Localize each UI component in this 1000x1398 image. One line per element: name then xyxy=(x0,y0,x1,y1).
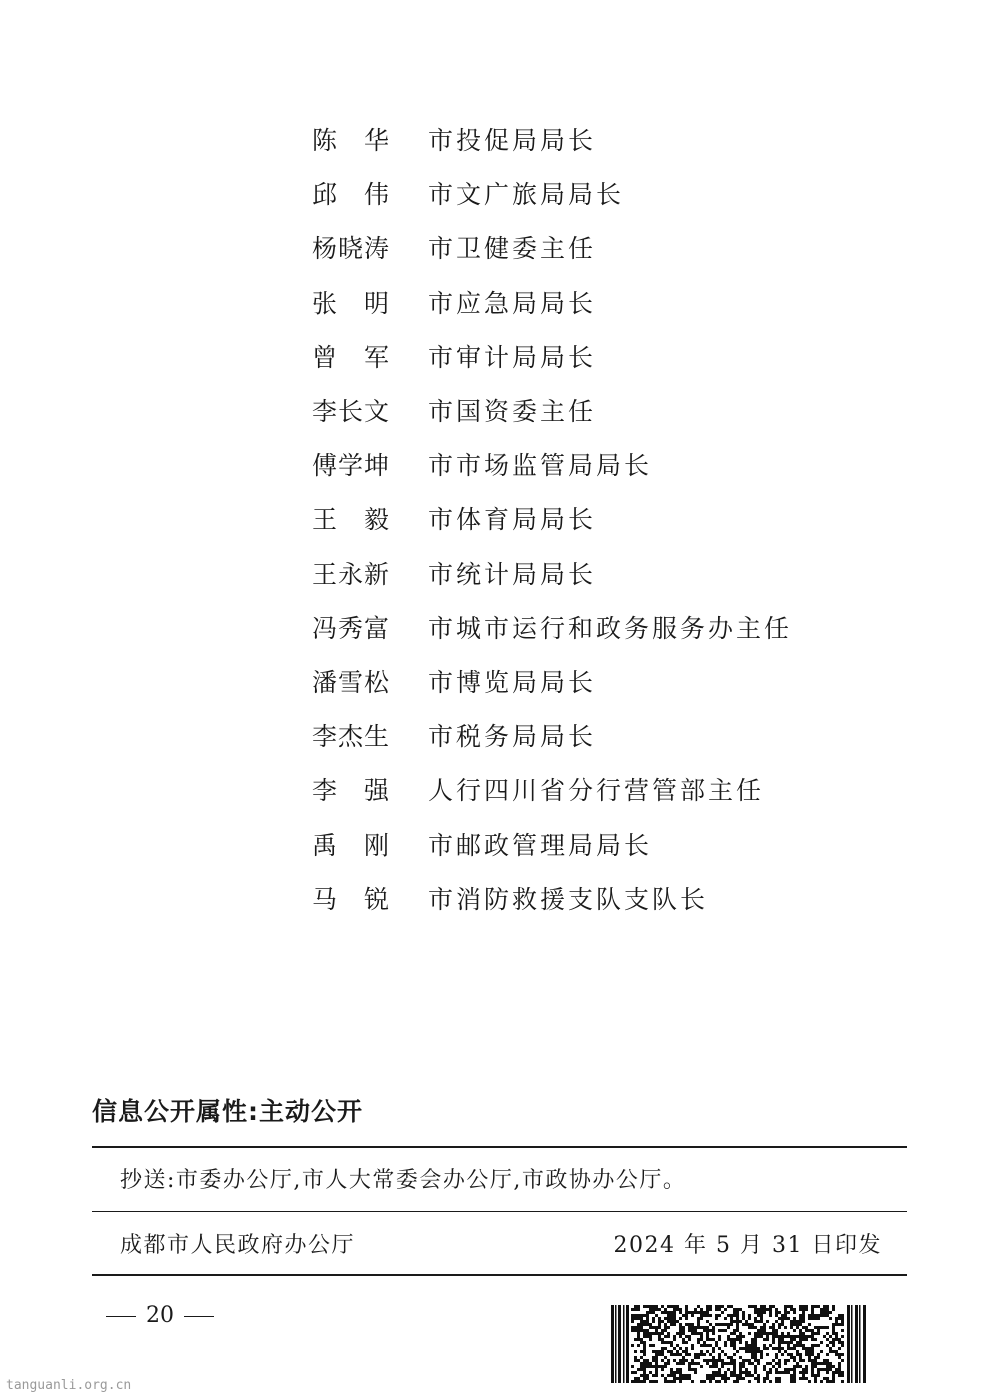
member-title: 市体育局局长 xyxy=(428,505,597,535)
divider-top xyxy=(92,1146,907,1148)
member-name: 王 毅 xyxy=(312,505,391,535)
divider-bottom xyxy=(92,1274,907,1276)
site-watermark: tanguanli.org.cn xyxy=(6,1378,132,1393)
member-title: 市国资委主任 xyxy=(428,397,597,427)
member-row xyxy=(312,383,792,437)
member-name: 王永新 xyxy=(312,559,391,589)
page-number xyxy=(96,1303,224,1328)
member-name: 曾 军 xyxy=(312,342,391,372)
cc-recipients: 抄送:市委办公厅,市人大常委会办公厅,市政协办公厅。 xyxy=(120,1168,687,1193)
member-row xyxy=(312,220,792,274)
member-row xyxy=(312,166,792,220)
page-number-value: 20 xyxy=(146,1303,174,1328)
member-name: 傅学坤 xyxy=(312,451,391,481)
member-row xyxy=(312,437,792,491)
member-row xyxy=(312,762,792,816)
member-name: 李杰生 xyxy=(312,722,391,752)
member-title: 市应急局局长 xyxy=(428,288,597,318)
disclosure-attribute: 信息公开属性:主动公开 xyxy=(92,1097,363,1126)
member-row xyxy=(312,491,792,545)
divider-middle xyxy=(92,1211,907,1212)
member-row xyxy=(312,816,792,870)
member-title: 市文广旅局局长 xyxy=(428,180,625,210)
member-name: 马 锐 xyxy=(312,884,391,914)
member-row xyxy=(312,275,792,329)
member-name: 潘雪松 xyxy=(312,667,391,697)
member-name: 杨晓涛 xyxy=(312,234,391,264)
member-title: 市审计局局长 xyxy=(428,342,597,372)
issue-date: 2024 年 5 月 31 日印发 xyxy=(613,1233,882,1258)
member-name: 冯秀富 xyxy=(312,613,391,643)
member-name: 禹 刚 xyxy=(312,830,391,860)
member-title: 市卫健委主任 xyxy=(428,234,597,264)
member-row xyxy=(312,329,792,383)
member-title: 市城市运行和政务服务办主任 xyxy=(428,613,793,643)
page-dash-right xyxy=(184,1316,214,1317)
member-title: 人行四川省分行营管部主任 xyxy=(428,776,765,806)
page-dash-left xyxy=(106,1316,136,1317)
member-title: 市消防救援支队支队长 xyxy=(428,884,709,914)
member-title: 市市场监管局局长 xyxy=(428,451,653,481)
issuing-office: 成都市人民政府办公厅 xyxy=(120,1233,356,1258)
member-row xyxy=(312,708,792,762)
2d-barcode-icon xyxy=(611,1305,866,1383)
member-title: 市统计局局长 xyxy=(428,559,597,589)
member-title: 市投促局局长 xyxy=(428,126,597,156)
member-row xyxy=(312,654,792,708)
member-name: 李长文 xyxy=(312,397,391,427)
member-row xyxy=(312,600,792,654)
member-row xyxy=(312,871,792,925)
member-list xyxy=(312,112,792,925)
member-row xyxy=(312,112,792,166)
member-row xyxy=(312,546,792,600)
member-name: 张 明 xyxy=(312,288,391,318)
member-title: 市博览局局长 xyxy=(428,667,597,697)
member-name: 邱 伟 xyxy=(312,180,391,210)
member-name: 陈 华 xyxy=(312,126,391,156)
member-title: 市邮政管理局局长 xyxy=(428,830,653,860)
member-name: 李 强 xyxy=(312,776,391,806)
member-title: 市税务局局长 xyxy=(428,722,597,752)
